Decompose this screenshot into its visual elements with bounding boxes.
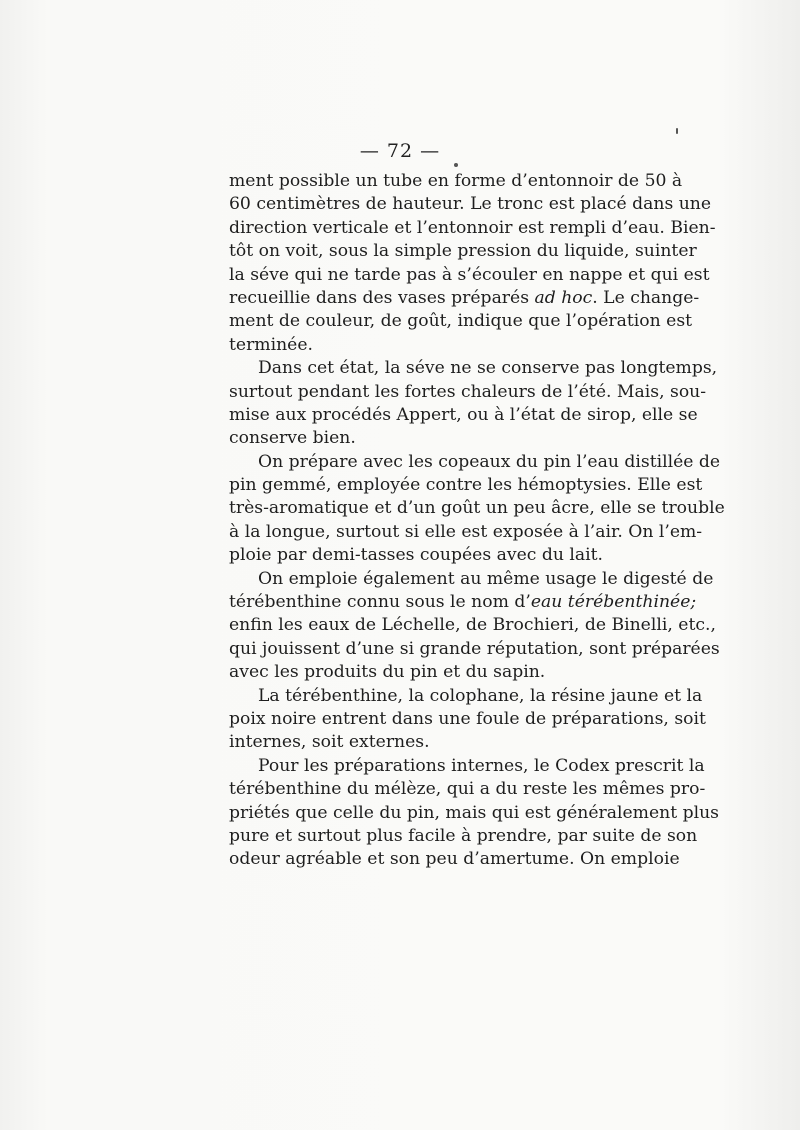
text-line: enfin les eaux de Léchelle, de Brochieri, de Binelli, etc., [229,615,716,636]
text-line: qui jouissent d’une si grande réputation, sont préparées [229,638,720,659]
text-segment: recueillie dans des vases préparés [229,287,535,308]
paragraph-start-line: On prépare avec les copeaux du pin l’eau distillée de [258,451,721,472]
text-line: mise aux procédés Appert, ou à l’état de sirop, elle se [229,404,698,425]
text-line: ment de couleur, de goût, indique que l’opération est [229,311,693,332]
paragraph-start-line: Dans cet état, la séve ne se conserve pas longtemps, [258,358,718,379]
paragraph-start-line: On emploie également au même usage le digesté de [258,568,714,589]
text-line: odeur agréable et son peu d’amertume. On emploie [229,849,680,870]
text-line: surtout pendant les fortes chaleurs de l’été. Mais, sou- [229,381,707,402]
text-line: 60 centimètres de hauteur. Le tronc est placé dans une [229,194,712,215]
text-line: internes, soit externes. [229,732,430,753]
text-line [229,287,700,310]
text-line: tôt on voit, sous la simple pression du liquide, suinter [229,241,697,262]
italic-text: ad hoc [534,287,593,308]
print-speck [676,128,678,134]
text-line: conserve bien. [229,428,356,449]
text-line: ploie par demi-tasses coupées avec du lait. [229,545,603,566]
text-line: térébenthine du mélèze, qui a du reste les mêmes pro- [229,779,706,800]
text-line: la séve qui ne tarde pas à s’écouler en nappe et qui est [229,264,710,285]
text-line: ment possible un tube en forme d’entonnoir de 50 à [229,171,683,191]
paragraph-start-line: La térébenthine, la colophane, la résine jaune et la [258,685,703,706]
text-line: poix noire entrent dans une foule de préparations, soit [229,708,706,729]
text-line: terminée. [229,334,313,355]
text-line [229,591,697,614]
text-line: direction verticale et l’entonnoir est rempli d’eau. Bien- [229,217,716,238]
print-speck [454,163,458,167]
text-segment: térébenthine connu sous le nom d’ [229,592,531,613]
text-line: pure et surtout plus facile à prendre, par suite de son [229,825,698,846]
body-text [229,170,725,872]
paragraph-start-line: Pour les préparations internes, le Codex prescrit la [258,755,705,776]
page-number: — 72 — [359,140,441,162]
text-segment: . Le change- [592,287,700,308]
text-line: priétés que celle du pin, mais qui est généralement plus [229,802,719,823]
text-line: avec les produits du pin et du sapin. [229,662,546,683]
text-line: pin gemmé, employée contre les hémoptysies. Elle est [229,475,703,496]
text-line: très-aromatique et d’un goût un peu âcre, elle se trouble [229,498,725,519]
text-line: à la longue, surtout si elle est exposée à l’air. On l’em- [229,521,703,542]
italic-text: eau térébenthinée; [530,592,697,613]
